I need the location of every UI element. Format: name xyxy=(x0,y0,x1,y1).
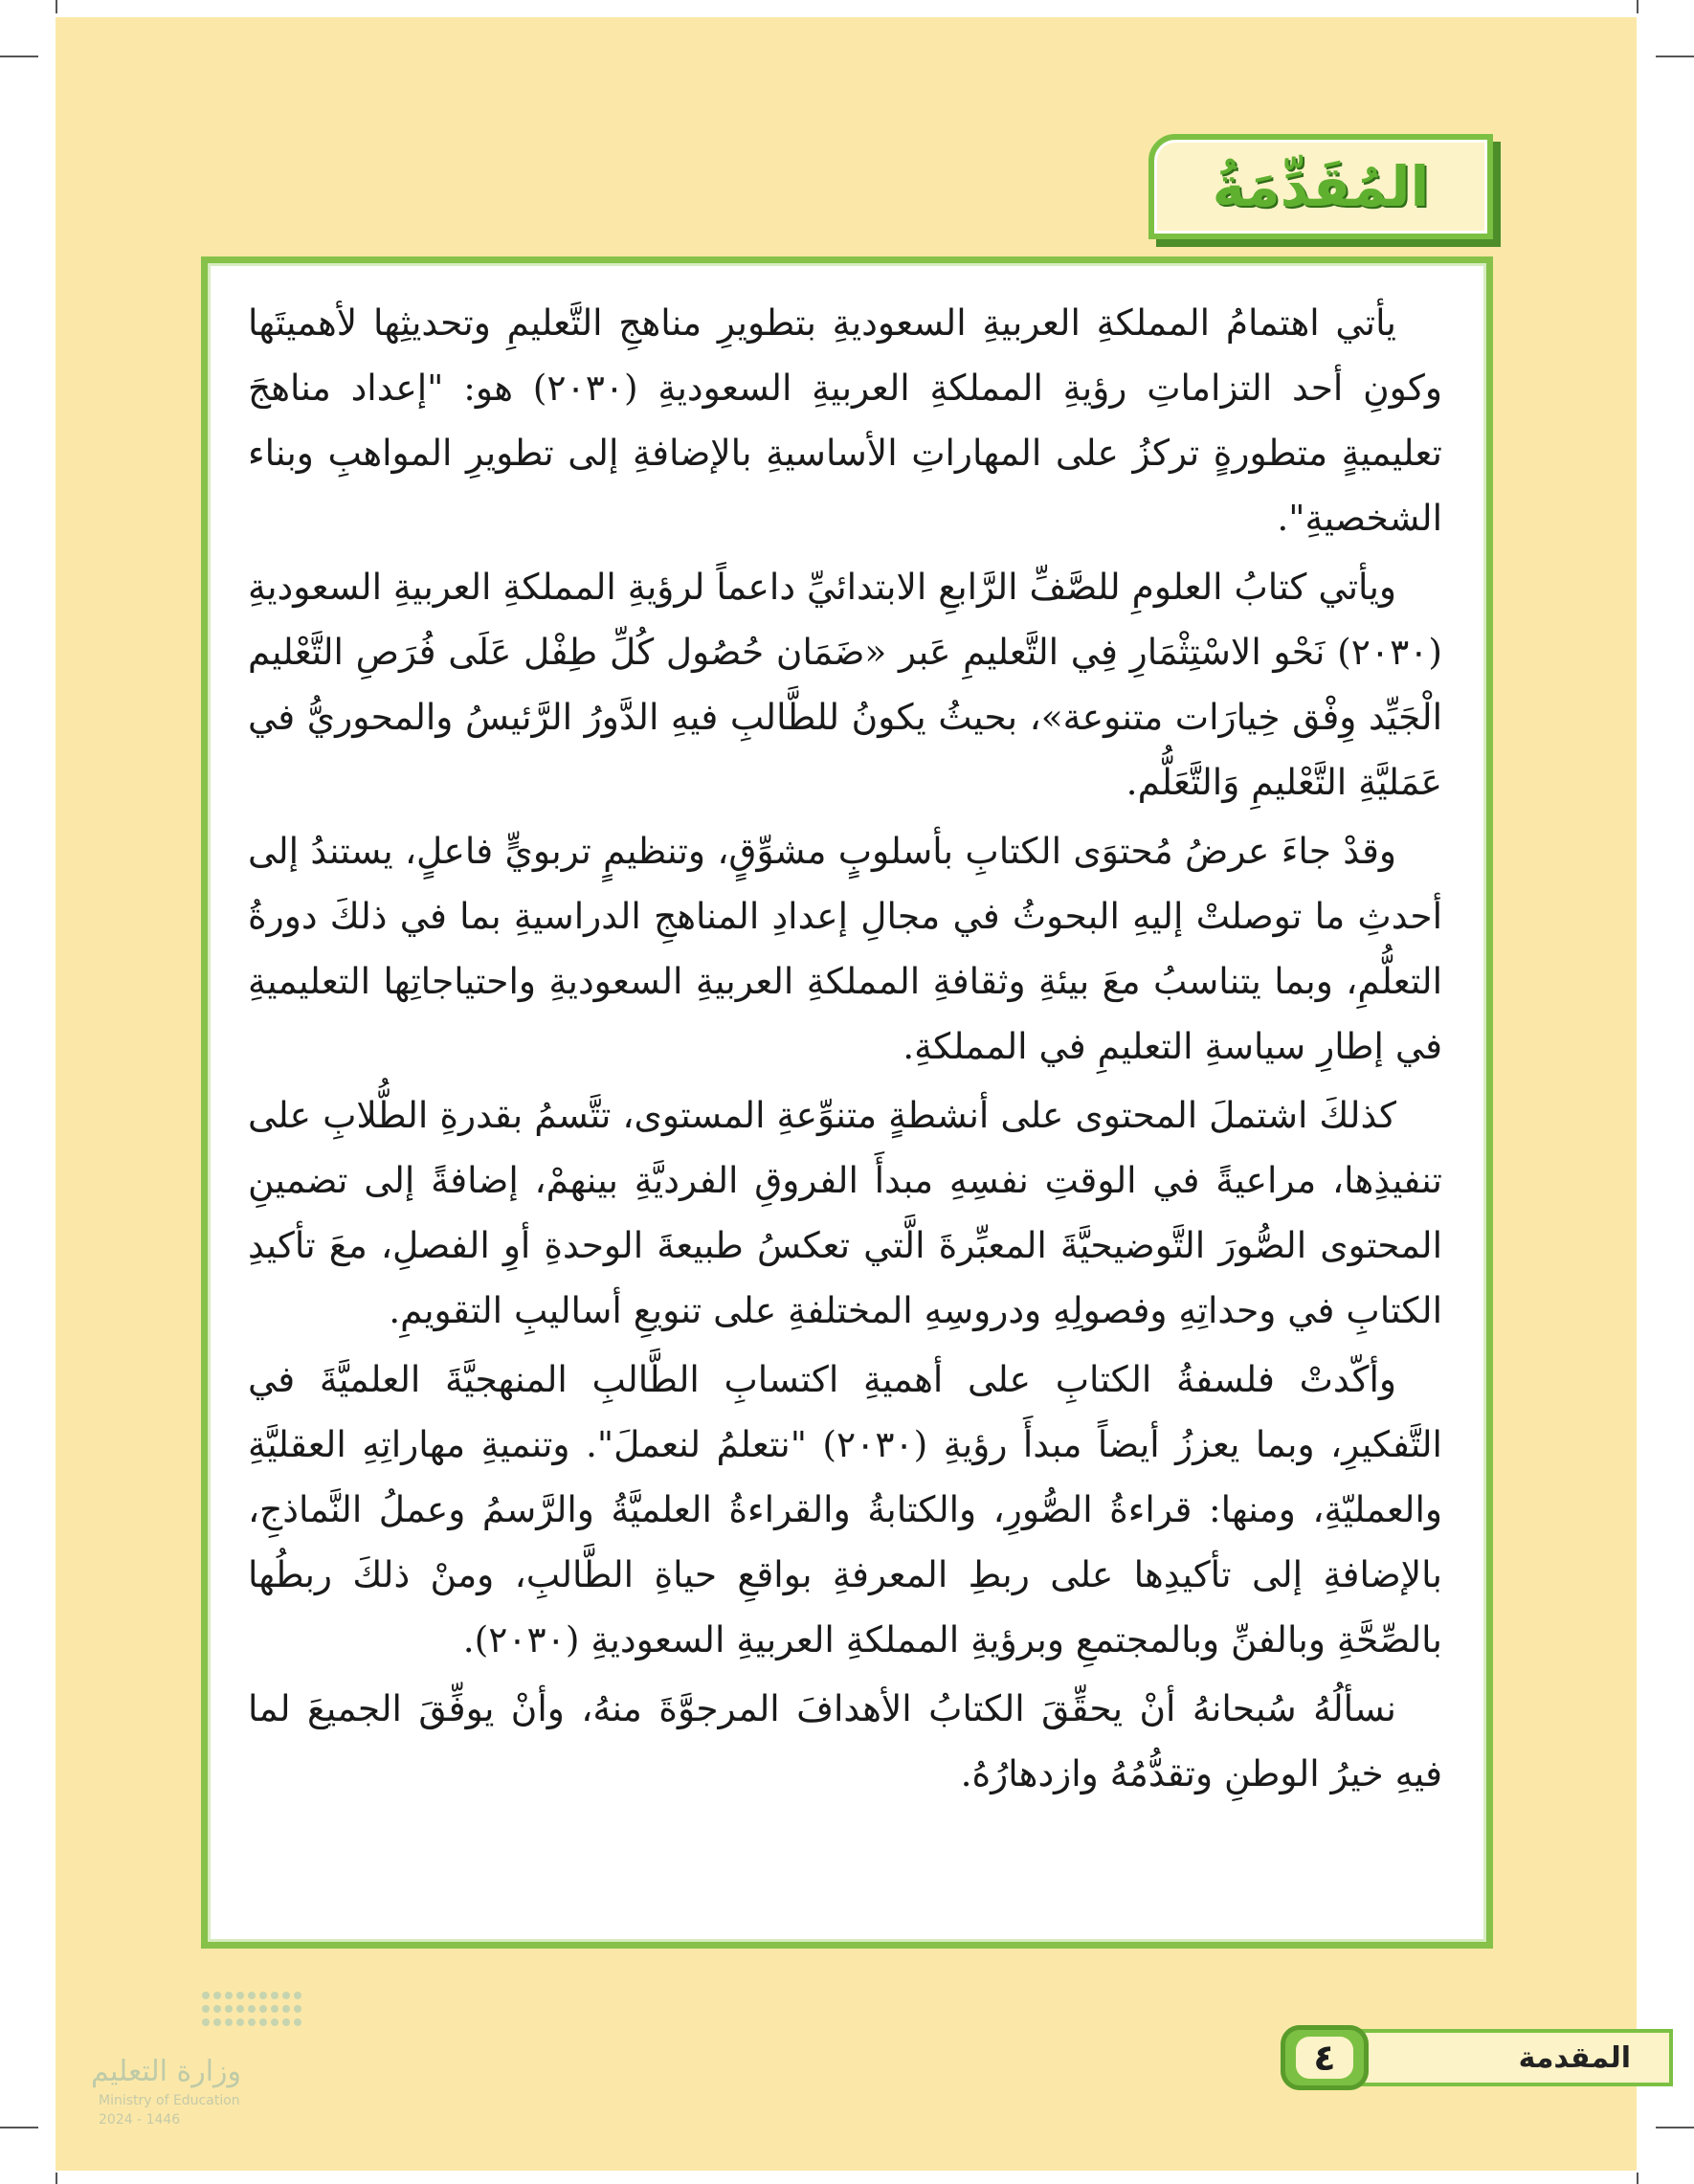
crop-mark xyxy=(1637,2173,1638,2184)
crop-mark xyxy=(1637,0,1638,13)
page-number-badge xyxy=(1281,2025,1369,2090)
paragraph: وقدْ جاءَ عرضُ مُحتوَى الكتابِ بأسلوبٍ مشوِّقٍ، وتنظيمٍ تربويٍّ فاعلٍ، يستندُ إلى أحدثِ ما توصلتْ إليهِ البحوثُ في مجالِ إعدادِ المناهجِ الدراسيةِ بما في ذلكَ دورةُ التعلُّمِ، وبما يتناسبُ معَ بيئةِ وثقافةِ المملكةِ العربيةِ السعوديةِ واحتياجاتِها التعليميةِ في إطارِ سياسةِ التعليمِ في المملكةِ. xyxy=(248,830,1442,1067)
crop-mark xyxy=(0,56,38,57)
crop-mark xyxy=(1656,56,1694,57)
page-number: ٤ xyxy=(1296,2037,1352,2079)
paragraph: كذلكَ اشتملَ المحتوى على أنشطةٍ متنوِّعةِ المستوى، تتَّسمُ بقدرةِ الطُّلابِ على تنفيذِها، مراعيةً في الوقتِ نفسِهِ مبدأَ الفروقِ الفرديَّةِ بينهمْ، إضافةً إلى تضمينِ المحتوى الصُّورَ التَّوضيحيَّةَ المعبِّرةَ الَّتي تعكسُ طبيعةَ الوحدةِ أوِ الفصلِ، معَ تأكيدِ الكتابِ في وحداتِهِ وفصولِهِ ودروسِهِ المختلفةِ على تنويعِ أساليبِ التقويمِ. xyxy=(248,1094,1442,1331)
paragraph: وأكّدتْ فلسفةُ الكتابِ على أهميةِ اكتسابِ الطَّالبِ المنهجيَّةَ العلميَّةَ في التَّفكيرِ، وبما يعززُ أيضاً مبدأَ رؤيةِ (٢٠٣٠) "نتعلمُ لنعملَ". وتنميةِ مهاراتِهِ العقليَّةِ والعمليّةِ، ومنها: قراءةُ الصُّورِ، والكتابةُ والقراءةُ العلميَّةُ والرَّسمُ وعملُ النَّماذجِ، بالإضافةِ إلى تأكيدِها على ربطِ المعرفةِ بواقعِ حياةِ الطَّالبِ، ومنْ ذلكَ ربطُها بالصِّحَّةِ وبالفنِّ وبالمجتمعِ وبرؤيةِ المملكةِ العربيةِ السعوديةِ (٢٠٣٠). xyxy=(248,1358,1442,1660)
footer-section-title: المقدمة xyxy=(1518,2040,1631,2075)
section-title-tab xyxy=(1148,134,1493,239)
ministry-name-english: Ministry of Education xyxy=(99,2093,240,2108)
ministry-logo-dots-icon xyxy=(91,1986,321,2053)
ministry-year: 2024 - 1446 xyxy=(99,2112,181,2128)
page-title: المُقَدِّمَةُ xyxy=(1212,154,1430,219)
paragraph: ويأتي كتابُ العلومِ للصَّفِّ الرَّابعِ الابتدائيِّ داعماً لرؤيةِ المملكةِ العربيةِ السعوديةِ (٢٠٣٠) نَحْو الاسْتِثْمَارِ فِي التَّعليمِ عَبر «ضَمَان حُصُول كُلِّ طِفْل عَلَى فُرَصِ التَّعْليم الْجَيِّد وِفْق خِيارَات متنوعة»، بحيثُ يكونُ للطَّالبِ فيهِ الدَّورُ الرَّئيسُ والمحوريُّ في عَمَليَّةِ التَّعْليمِ وَالتَّعَلُّم. xyxy=(248,566,1442,803)
crop-mark xyxy=(56,0,57,13)
ministry-name-arabic: وزارة التعليم xyxy=(91,2055,242,2088)
paragraph: نسألُهُ سُبحانهُ أنْ يحقِّقَ الكتابُ الأهدافَ المرجوَّةَ منهُ، وأنْ يوفِّقَ الجميعَ لما فيهِ خيرُ الوطنِ وتقدُّمُهُ وازدهارُهُ. xyxy=(248,1687,1442,1794)
paragraph: يأتي اهتمامُ المملكةِ العربيةِ السعوديةِ بتطويرِ مناهجِ التَّعليمِ وتحديثِها لأهميتَها وكونِ أحد التزاماتِ رؤيةِ المملكةِ العربيةِ السعوديةِ (٢٠٣٠) هو: "إعداد مناهجَ تعليميةٍ متطورةٍ تركزُ على المهاراتِ الأساسيةِ بالإضافةِ إلى تطويرِ المواهبِ وبناء الشخصيةِ". xyxy=(248,301,1442,539)
crop-mark xyxy=(56,2173,57,2184)
crop-mark xyxy=(1656,2127,1694,2128)
ministry-logo xyxy=(91,1986,321,2129)
crop-mark xyxy=(0,2127,38,2128)
introduction-box xyxy=(201,256,1493,1949)
